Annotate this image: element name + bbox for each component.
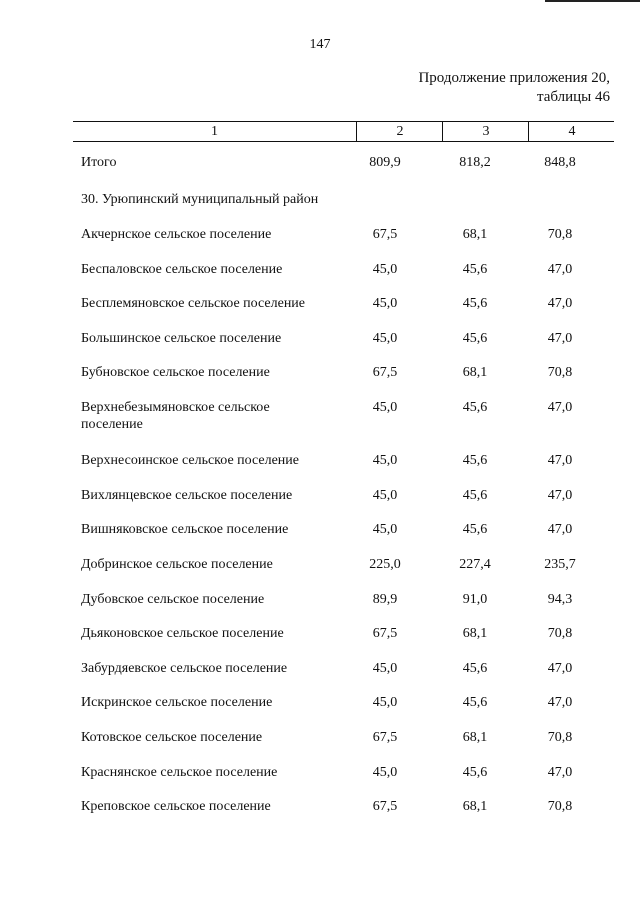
row-name: Верхнебезымяновское сельское поселение xyxy=(81,400,270,432)
column-header-4: 4 xyxy=(528,122,615,141)
row-value-col-4: 47,0 xyxy=(547,765,573,780)
row-value-col-3: 45,6 xyxy=(462,262,488,277)
row-value-col-2: 45,0 xyxy=(372,262,398,277)
row-value-col-3: 45,6 xyxy=(462,296,488,311)
column-header-1: 1 xyxy=(211,124,218,139)
row-value-col-2: 67,5 xyxy=(372,626,398,641)
row-value-col-2: 45,0 xyxy=(372,488,398,503)
row-value-col-3: 45,6 xyxy=(462,400,488,415)
row-value-col-3: 45,6 xyxy=(462,488,488,503)
top-edge-line xyxy=(545,0,640,2)
row-value-col-2: 45,0 xyxy=(372,400,398,415)
row-value-col-2: 67,5 xyxy=(372,227,398,242)
section-heading: 30. Урюпинский муниципальный район xyxy=(81,192,319,207)
row-value-col-2: 45,0 xyxy=(372,765,398,780)
row-value-col-2: 89,9 xyxy=(372,592,398,607)
row-value-col-3: 45,6 xyxy=(462,695,488,710)
row-value-col-2: 67,5 xyxy=(372,730,398,745)
row-value-col-4: 70,8 xyxy=(547,365,573,380)
row-value-col-3: 45,6 xyxy=(462,453,488,468)
row-name: Забурдяевское сельское поселение xyxy=(81,661,288,676)
row-value-col-4: 70,8 xyxy=(547,799,573,814)
row-value-col-4: 47,0 xyxy=(547,262,573,277)
row-value-col-2: 45,0 xyxy=(372,661,398,676)
row-value-col-3: 227,4 xyxy=(459,557,491,572)
row-name: Искринское сельское поселение xyxy=(81,695,273,710)
row-value-col-2: 45,0 xyxy=(372,296,398,311)
row-value-col-2: 809,9 xyxy=(369,155,401,170)
row-value-col-3: 68,1 xyxy=(462,365,488,380)
row-value-col-4: 47,0 xyxy=(547,296,573,311)
row-value-col-3: 45,6 xyxy=(462,331,488,346)
row-name: Креповское сельское поселение xyxy=(81,799,271,814)
row-name: Котовское сельское поселение xyxy=(81,730,263,745)
row-value-col-4: 70,8 xyxy=(547,227,573,242)
row-value-col-4: 47,0 xyxy=(547,661,573,676)
column-header-3: 3 xyxy=(442,122,529,141)
page-number: 147 xyxy=(309,37,331,52)
row-name: Добринское сельское поселение xyxy=(81,557,273,572)
row-value-col-4: 47,0 xyxy=(547,522,573,537)
row-value-col-4: 47,0 xyxy=(547,488,573,503)
row-value-col-2: 67,5 xyxy=(372,799,398,814)
row-name: Дьяконовское сельское поселение xyxy=(81,626,284,641)
continuation-line-1: Продолжение приложения 20, xyxy=(418,70,610,86)
row-value-col-3: 45,6 xyxy=(462,661,488,676)
row-value-col-4: 47,0 xyxy=(547,695,573,710)
column-header-row xyxy=(73,121,614,142)
row-value-col-4: 848,8 xyxy=(544,155,576,170)
row-value-col-4: 70,8 xyxy=(547,626,573,641)
row-name: Бесплемяновское сельское поселение xyxy=(81,296,306,311)
row-name: Бубновское сельское поселение xyxy=(81,365,270,380)
continuation-line-2: таблицы 46 xyxy=(536,89,610,105)
row-value-col-4: 235,7 xyxy=(544,557,576,572)
row-name: Итого xyxy=(81,155,117,170)
row-value-col-2: 45,0 xyxy=(372,522,398,537)
row-name: Дубовское сельское поселение xyxy=(81,592,265,607)
row-value-col-4: 47,0 xyxy=(547,400,573,415)
row-value-col-3: 68,1 xyxy=(462,799,488,814)
row-value-col-3: 91,0 xyxy=(462,592,488,607)
row-value-col-4: 47,0 xyxy=(547,331,573,346)
row-name: Верхнесоинское сельское поселение xyxy=(81,453,299,468)
row-name: Большинское сельское поселение xyxy=(81,331,282,346)
row-value-col-3: 68,1 xyxy=(462,227,488,242)
continuation-note xyxy=(418,69,610,107)
row-value-col-3: 68,1 xyxy=(462,730,488,745)
row-value-col-4: 94,3 xyxy=(547,592,573,607)
row-value-col-3: 45,6 xyxy=(462,765,488,780)
row-name: Беспаловское сельское поселение xyxy=(81,262,283,277)
column-header-2: 2 xyxy=(356,122,443,141)
row-value-col-2: 45,0 xyxy=(372,331,398,346)
row-name: Вихлянцевское сельское поселение xyxy=(81,488,293,503)
row-name: Акчернское сельское поселение xyxy=(81,227,272,242)
row-name: Вишняковское сельское поселение xyxy=(81,522,289,537)
row-value-col-4: 70,8 xyxy=(547,730,573,745)
row-value-col-4: 47,0 xyxy=(547,453,573,468)
row-value-col-2: 67,5 xyxy=(372,365,398,380)
row-value-col-3: 45,6 xyxy=(462,522,488,537)
row-value-col-3: 68,1 xyxy=(462,626,488,641)
row-value-col-3: 818,2 xyxy=(459,155,491,170)
row-value-col-2: 45,0 xyxy=(372,453,398,468)
row-value-col-2: 225,0 xyxy=(369,557,401,572)
row-name: Краснянское сельское поселение xyxy=(81,765,278,780)
row-value-col-2: 45,0 xyxy=(372,695,398,710)
